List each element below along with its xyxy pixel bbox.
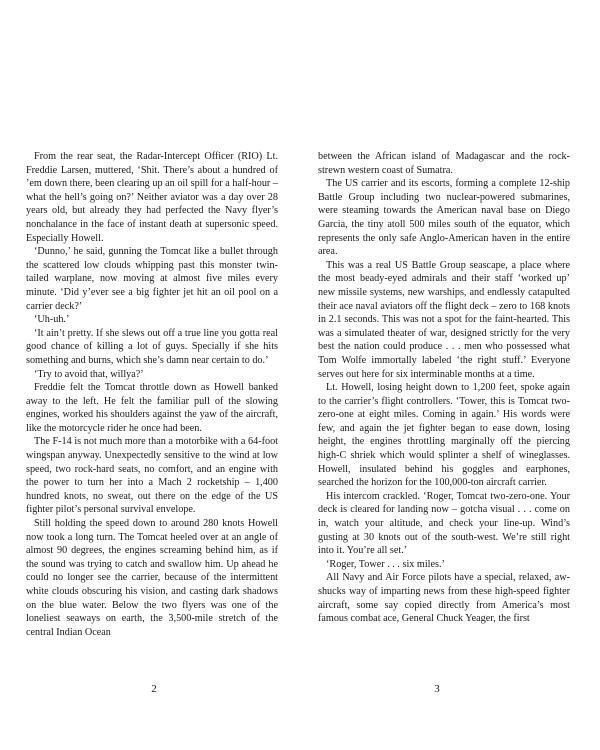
paragraph: All Navy and Air Force pilots have a special, relaxed, aw-shucks way of imparting news from these high-speed fighter aircraft, some say copied directly from America’s most famous combat ace, General Chuck Yeager, the first [318, 572, 570, 625]
paragraph: Lt. Howell, losing height down to 1,200 feet, spoke again to the carrier’s flight controllers. ‘Tower, this is Tomcat two-zero-one at eight miles. Coming in again.’ His words were few, and again the jet fighter began to ease down, losing height, the engines throttling marginally off the piercing high-C shriek which would splinter a shelf of wineglasses. Howell, insulated behind his goggles and earphones, searched the horizon for the 100,000-ton aircraft carrier. [318, 382, 570, 489]
page-number: 2 [151, 683, 157, 695]
paragraph: Freddie felt the Tomcat throttle down as Howell banked away to the left. He felt the familiar pull of the slowing engines, worked his shoulders against the yaw of the aircraft, like the motorcycle rider he once had been. [26, 382, 278, 434]
paragraph: ‘Try to avoid that, willya?’ [34, 368, 144, 380]
right-page [300, 0, 600, 750]
paragraph: ‘It ain’t pretty. If she slews out off a true line you gotta real good chance of killing a lot of guys. Specially if she hits something and burns, which she’s damn near certain to do.’ [26, 327, 278, 366]
right-text-column [318, 150, 570, 626]
paragraph: From the rear seat, the Radar-Intercept Officer (RIO) Lt. Freddie Larsen, muttered, ‘Shit. There’s about a hundred of ’em down there, been clearing up an oil spill for a half-hour – what the hell’s going on?’ Neither aviator was a day over 28 years old, but already they had perfected the Navy flyer’s nonchalance in the face of instant death at supersonic speed. Especially Howell. [26, 151, 278, 244]
paragraph: between the African island of Madagascar and the rock-strewn western coast of Sumatra. [318, 151, 570, 176]
paragraph: His intercom crackled. ‘Roger, Tomcat two-zero-one. Your deck is cleared for landing now – gotcha visual . . . come on in, watch your altitude, and check your line-up. Wind’s gusting at 30 knots out of the south-west. We’re still right into it. You’re all set.’ [318, 490, 570, 557]
paragraph: This was a real US Battle Group seascape, a place where the most beady-eyed admirals and their staff ‘worked up’ new missile systems, new warships, and endlessly catapulted their ace naval aviators off the flight deck – zero to 168 knots in 2.1 seconds. This was not a spot for the faint-hearted. This was a simulated theater of war, designed strictly for the very best the nation could produce . . . men who possessed what Tom Wolfe immortally labeled ‘the right stuff.’ Everyone serves out here for six interminable months at a time. [318, 259, 570, 380]
paragraph: ‘Uh-uh.’ [34, 314, 70, 326]
left-text-column [26, 150, 278, 639]
paragraph: The US carrier and its escorts, forming a complete 12-ship Battle Group including two nuclear-powered submarines, were steaming towards the American naval base on Diego Garcia, the tiny atoll 500 miles south of the equator, which represents the only safe Anglo-American haven in the entire area. [318, 178, 570, 258]
paragraph: ‘Dunno,’ he said, gunning the Tomcat like a bullet through the scattered low clouds whipping past this monster twin-tailed warplane, now moving at almost five miles every minute. ‘Did y’ever see a big fighter jet hit an oil pool on a carrier deck?’ [26, 246, 278, 312]
paragraph: Still holding the speed down to around 280 knots Howell now took a long turn. The Tomcat heeled over at an angle of almost 90 degrees, the engines screaming behind him, as if the sound was trying to catch and swallow him. Up ahead he could no longer see the carrier, because of the intermittent white clouds obscuring his vision, and casting dark shadows on the blue water. Below the two flyers was one of the loneliest seaways on earth, the 3,500-mile stretch of the central Indian Ocean [26, 518, 278, 638]
page-number: 3 [434, 683, 440, 695]
paragraph: ‘Roger, Tower . . . six miles.’ [326, 558, 445, 570]
paragraph: The F-14 is not much more than a motorbike with a 64-foot wingspan anyway. Unexpectedly sensitive to the wind at low speed, two rock-hard seats, no comfort, and an engine with the power to turn her into a Mach 2 rocketship – 1,400 hundred knots, no sweat, out there on the edge of the US fighter pilot’s personal survival envelope. [26, 436, 278, 516]
